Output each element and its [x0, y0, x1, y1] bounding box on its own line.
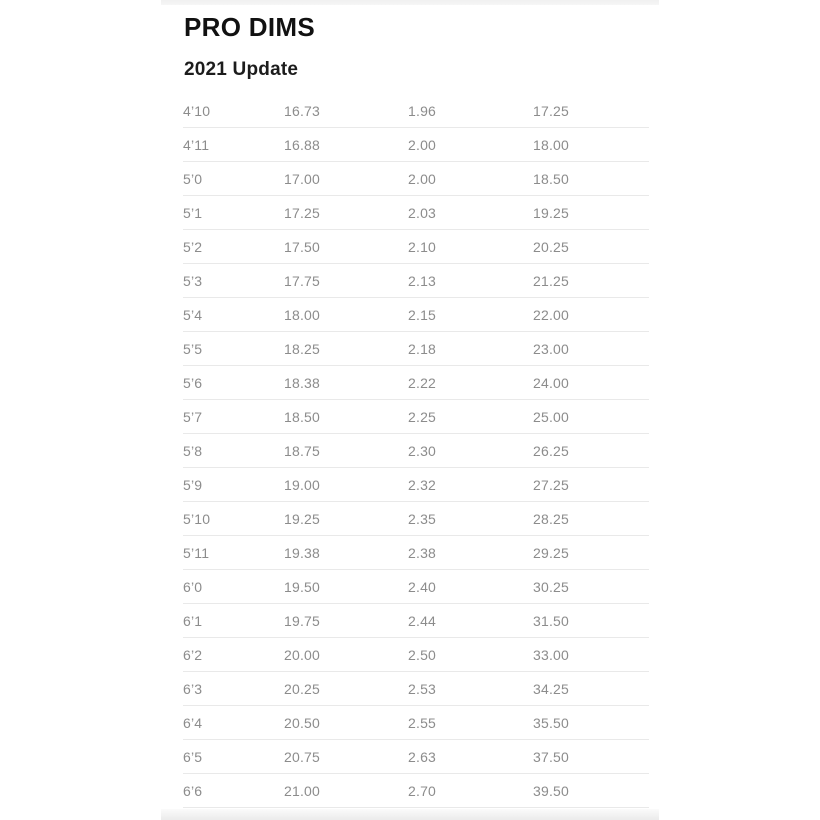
- table-cell: 6’4: [183, 714, 203, 731]
- table-cell: 5’5: [183, 340, 203, 357]
- table-cell: 25.00: [533, 408, 570, 425]
- table-cell: 22.00: [533, 306, 570, 323]
- table-cell: 18.25: [284, 340, 321, 357]
- table-cell: 2.50: [408, 646, 437, 663]
- table-cell: 5’6: [183, 374, 203, 391]
- table-row: [183, 502, 649, 536]
- table-row: [183, 230, 649, 264]
- table-cell: 2.18: [408, 340, 437, 357]
- table-cell: 17.50: [284, 238, 321, 255]
- table-row: [183, 774, 649, 808]
- table-cell: 5’9: [183, 476, 203, 493]
- table-cell: 16.73: [284, 102, 321, 119]
- table-cell: 2.35: [408, 510, 437, 527]
- table-cell: 21.25: [533, 272, 570, 289]
- table-cell: 18.00: [284, 306, 321, 323]
- table-cell: 5’11: [183, 544, 210, 561]
- table-row: [183, 298, 649, 332]
- table-cell: 18.00: [533, 136, 570, 153]
- table-row: [183, 162, 649, 196]
- page-subtitle: 2021 Update: [184, 59, 299, 80]
- table-row: [183, 264, 649, 298]
- table-cell: 19.75: [284, 612, 321, 629]
- table-cell: 2.10: [408, 238, 437, 255]
- table-cell: 4’10: [183, 102, 211, 119]
- table-cell: 19.38: [284, 544, 321, 561]
- table-cell: 2.32: [408, 476, 437, 493]
- table-cell: 18.75: [284, 442, 321, 459]
- table-cell: 29.25: [533, 544, 570, 561]
- table-cell: 26.25: [533, 442, 570, 459]
- table-row: [183, 638, 649, 672]
- table-cell: 2.03: [408, 204, 437, 221]
- table-cell: 17.25: [284, 204, 321, 221]
- table-row: [183, 740, 649, 774]
- table-row: [183, 570, 649, 604]
- table-cell: 1.96: [408, 102, 437, 119]
- section-divider-bottom: [161, 809, 659, 820]
- table-cell: 2.44: [408, 612, 437, 629]
- table-cell: 2.15: [408, 306, 437, 323]
- table-cell: 21.00: [284, 782, 321, 799]
- table-cell: 17.25: [533, 102, 570, 119]
- table-cell: 2.53: [408, 680, 437, 697]
- table-row: [183, 468, 649, 502]
- table-cell: 27.25: [533, 476, 570, 493]
- table-cell: 20.00: [284, 646, 321, 663]
- table-cell: 18.50: [533, 170, 570, 187]
- table-cell: 19.25: [284, 510, 321, 527]
- table-cell: 31.50: [533, 612, 570, 629]
- content-column: [161, 0, 659, 820]
- table-row: [183, 400, 649, 434]
- table-cell: 18.38: [284, 374, 321, 391]
- table-cell: 6’5: [183, 748, 203, 765]
- table-cell: 2.00: [408, 136, 437, 153]
- table-cell: 2.55: [408, 714, 437, 731]
- table-row: [183, 536, 649, 570]
- table-cell: 2.00: [408, 170, 437, 187]
- table-cell: 18.50: [284, 408, 321, 425]
- page-title: PRO DIMS: [184, 12, 315, 42]
- table-cell: 2.70: [408, 782, 437, 799]
- table-cell: 20.75: [284, 748, 321, 765]
- section-divider-top: [161, 0, 659, 5]
- table-cell: 5’4: [183, 306, 203, 323]
- table-cell: 6’1: [183, 612, 203, 629]
- table-cell: 30.25: [533, 578, 570, 595]
- table-cell: 4’11: [183, 136, 210, 153]
- table-cell: 6’3: [183, 680, 203, 697]
- table-row: [183, 196, 649, 230]
- table-cell: 5’7: [183, 408, 203, 425]
- table-cell: 35.50: [533, 714, 570, 731]
- table-cell: 5’2: [183, 238, 203, 255]
- table-cell: 19.50: [284, 578, 321, 595]
- table-cell: 2.22: [408, 374, 437, 391]
- table-cell: 23.00: [533, 340, 570, 357]
- table-row: [183, 332, 649, 366]
- table-cell: 5’1: [183, 204, 203, 221]
- table-cell: 37.50: [533, 748, 570, 765]
- table-cell: 2.30: [408, 442, 437, 459]
- table-cell: 2.13: [408, 272, 437, 289]
- table-cell: 2.40: [408, 578, 437, 595]
- table-row: [183, 604, 649, 638]
- table-row: [183, 672, 649, 706]
- table-cell: 5’0: [183, 170, 203, 187]
- table-cell: 2.63: [408, 748, 437, 765]
- table-row: [183, 706, 649, 740]
- table-cell: 5’8: [183, 442, 203, 459]
- table-cell: 19.00: [284, 476, 321, 493]
- table-cell: 17.75: [284, 272, 321, 289]
- table-cell: 39.50: [533, 782, 570, 799]
- table-cell: 20.50: [284, 714, 321, 731]
- table-cell: 5’10: [183, 510, 211, 527]
- table-cell: 19.25: [533, 204, 570, 221]
- table-cell: 16.88: [284, 136, 321, 153]
- table-cell: 6’0: [183, 578, 203, 595]
- table-row: [183, 94, 649, 128]
- table-row: [183, 366, 649, 400]
- table-cell: 2.25: [408, 408, 437, 425]
- table-cell: 24.00: [533, 374, 570, 391]
- table-cell: 6’6: [183, 782, 203, 799]
- table-cell: 6’2: [183, 646, 203, 663]
- table-cell: 17.00: [284, 170, 321, 187]
- table-row: [183, 128, 649, 162]
- table-cell: 34.25: [533, 680, 570, 697]
- table-cell: 20.25: [284, 680, 321, 697]
- table-cell: 5’3: [183, 272, 203, 289]
- table-row: [183, 434, 649, 468]
- table-cell: 20.25: [533, 238, 570, 255]
- dims-table: [183, 94, 649, 808]
- table-cell: 28.25: [533, 510, 570, 527]
- table-cell: 33.00: [533, 646, 570, 663]
- table-cell: 2.38: [408, 544, 437, 561]
